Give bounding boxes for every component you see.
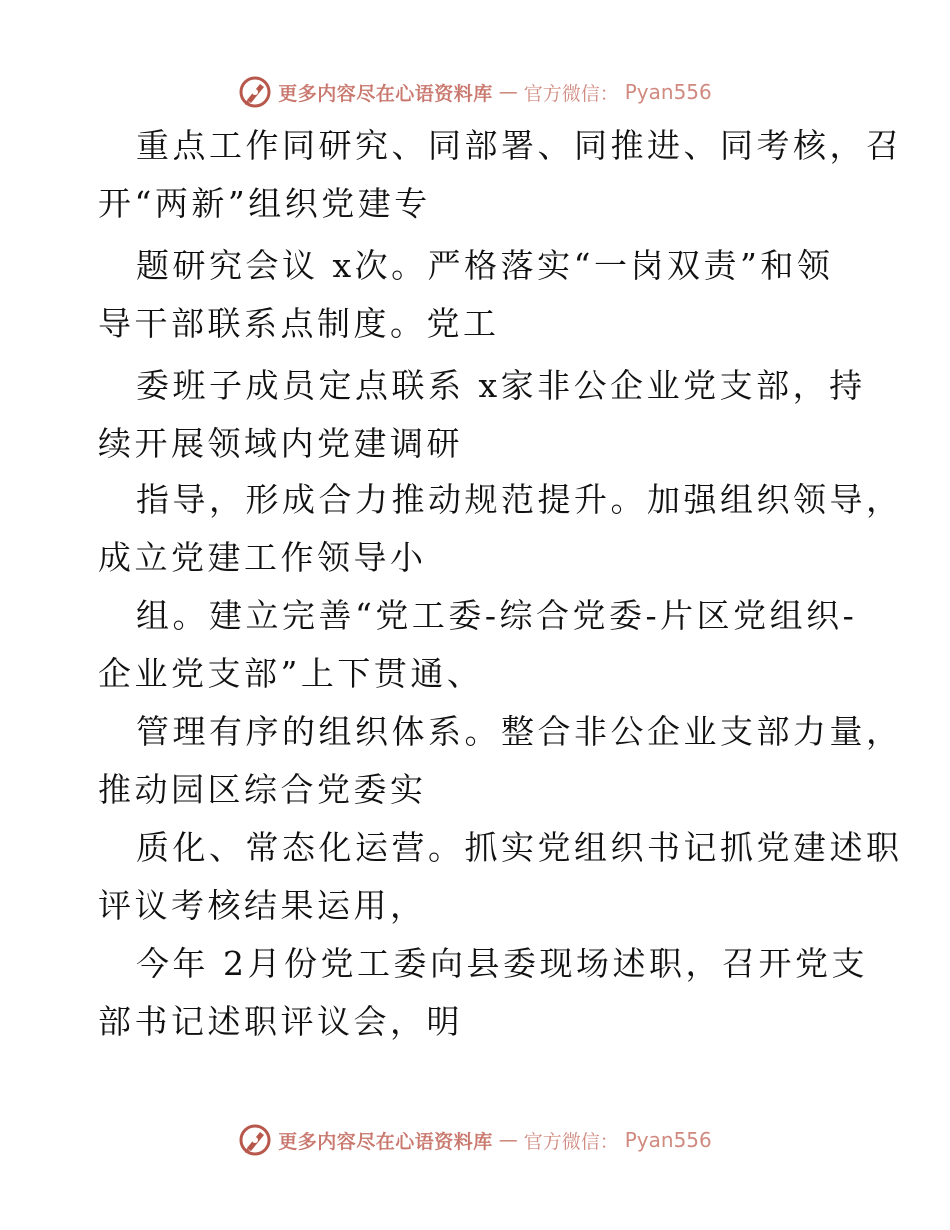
body-line: 导干部联系点制度。党工 — [98, 304, 500, 343]
header-banner — [0, 72, 950, 112]
body-line: 指导，形成合力推动规范提升。加强组织领导， — [136, 480, 903, 519]
body-line: 组。建立完善“党工委-综合党委-片区党组织- — [136, 596, 858, 635]
pen-logo-icon — [238, 1123, 272, 1157]
header-banner-text: 更多内容尽在心语资料库 — [278, 82, 493, 105]
header-banner-label: 官方微信： — [523, 82, 619, 105]
body-line: 管理有序的组织体系。整合非公企业支部力量， — [136, 712, 903, 751]
body-line: 企业党支部”上下贯通、 — [98, 654, 484, 693]
body-line: 题研究会议 x次。严格落实“一岗双责”和领 — [136, 246, 834, 285]
footer-banner — [0, 1120, 950, 1160]
body-line: 委班子成员定点联系 x家非公企业党支部，持 — [136, 366, 866, 405]
body-line: 成立党建工作领导小 — [98, 538, 427, 577]
header-banner-separator: — — [498, 81, 518, 103]
pen-logo-icon — [238, 75, 272, 109]
footer-banner-separator: — — [498, 1129, 518, 1151]
body-line: 评议考核结果运用， — [98, 886, 427, 925]
body-line: 重点工作同研究、同部署、同推进、同考核，召 — [136, 126, 903, 165]
footer-banner-label: 官方微信： — [523, 1130, 619, 1153]
footer-banner-id: Pyan556 — [624, 1128, 712, 1152]
body-line: 部书记述职评议会，明 — [98, 1002, 463, 1041]
body-line: 质化、常态化运营。抓实党组织书记抓党建述职 — [136, 828, 903, 867]
body-line: 续开展领域内党建调研 — [98, 424, 463, 463]
body-line: 今年 2月份党工委向县委现场述职，召开党支 — [136, 944, 868, 983]
footer-banner-text: 更多内容尽在心语资料库 — [278, 1130, 493, 1153]
body-line: 开“两新”组织党建专 — [98, 184, 431, 223]
header-banner-id: Pyan556 — [624, 80, 712, 104]
body-line: 推动园区综合党委实 — [98, 770, 427, 809]
